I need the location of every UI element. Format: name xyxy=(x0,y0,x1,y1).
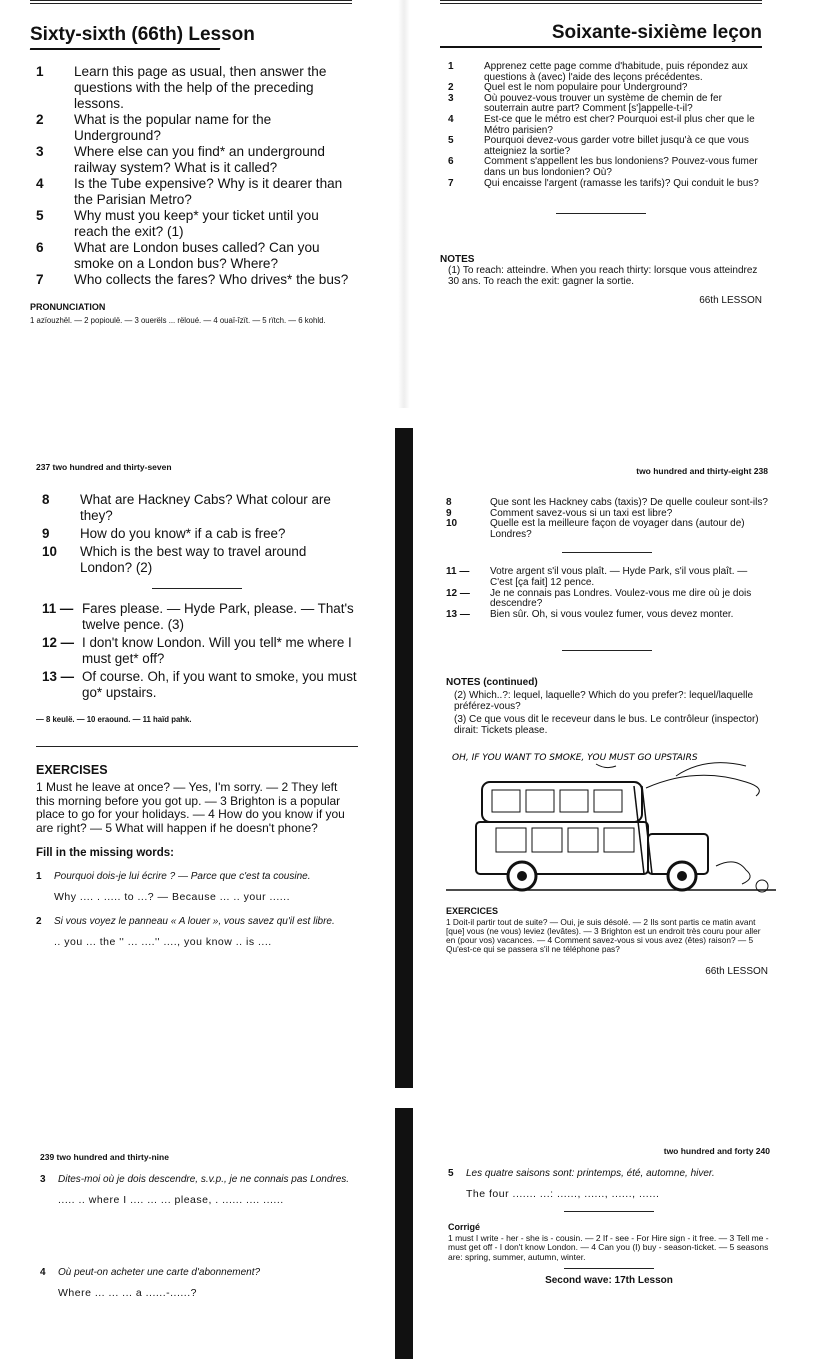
page-header: 237 two hundred and thirty-seven xyxy=(36,462,172,472)
fill-in-blank-sentence[interactable]: ..... .. where I .... ... ... please, . ...... .... ...... xyxy=(58,1194,284,1206)
page-240 xyxy=(448,1146,770,1286)
fill-in-prompt xyxy=(40,1267,362,1278)
dialog-item-fr xyxy=(446,610,768,621)
question-item-fr xyxy=(446,519,768,540)
question-item-number: 7 xyxy=(36,272,44,287)
cartoon-caption: OH, IF YOU WANT TO SMOKE, YOU MUST GO UPSTAIRS xyxy=(452,753,698,764)
fill-in-blank-sentence[interactable]: Why .... . ..... to ...? — Because ... .. your ...... xyxy=(54,891,290,903)
fill-in-number: 2 xyxy=(36,916,42,927)
question-item-fr-number: 2 xyxy=(448,82,454,94)
top-rule xyxy=(30,0,352,4)
dialog-item-text: Fares please. — Hyde Park, please. — That's twelve pence. (3) xyxy=(82,601,354,632)
question-item xyxy=(36,526,358,542)
question-item-text: Which is the best way to travel around London? (2) xyxy=(80,544,307,575)
question-item-fr xyxy=(440,115,762,136)
notes-list xyxy=(446,690,768,736)
lesson-footer: 66th LESSON xyxy=(699,295,762,307)
question-item-fr xyxy=(440,136,762,157)
separator xyxy=(152,588,242,589)
double-decker-bus-illustration xyxy=(446,746,776,896)
pronunciation-heading: PRONUNCIATION xyxy=(30,302,106,312)
question-item-number: 4 xyxy=(36,176,44,191)
question-item-fr-number: 8 xyxy=(446,497,452,508)
question-item-text: What are London buses called? Can you smoke on a London bus? Where? xyxy=(74,240,320,271)
notes-heading: NOTES (continued) xyxy=(446,677,538,689)
fill-in-french: Pourquoi dois-je lui écrire ? — Parce que c'est ta cousine. xyxy=(54,871,311,882)
pronunciation-text: — 8 keulë. — 10 eraound. — 11 haïd pahk. xyxy=(36,715,192,724)
question-item-text: What are Hackney Cabs? What colour are they? xyxy=(80,492,331,523)
question-item-fr-number: 10 xyxy=(446,518,458,530)
exercises-text-fr: 1 Doit-il partir tout de suite? — Oui, je suis désolé. — 2 Ils sont partis ce matin avant [que] vous (ne vous) leviez (levâtes). — 3 Brighton est un endroit très couru pour aller en (pour vos) vacances. — 4 Comment savez-vous si vous avez (êtes) raison? — 5 Qu'est-ce qui se passera s'il ne téléphone pas? xyxy=(446,917,761,955)
question-item-fr-text: Que sont les Hackney cabs (taxis)? De quelle couleur sont-ils? xyxy=(490,497,768,508)
dialog-item-fr-text: Bien sûr. Oh, si vous voulez fumer, vous devez monter. xyxy=(490,608,734,620)
dialog-item-text: Of course. Oh, if you want to smoke, you must go* upstairs. xyxy=(82,669,357,700)
question-item-number: 2 xyxy=(36,112,44,127)
fill-in-item xyxy=(40,1174,362,1207)
question-item xyxy=(30,144,352,176)
note-item: (2) Which..?: lequel, laquelle? Which do you prefer?: lequel/laquelle préférez-vous? xyxy=(454,690,754,713)
fill-in-item xyxy=(40,1267,362,1300)
question-item-fr-text: Comment s'appellent les bus londoniens? Pouvez-vous fumer dans un bus londonien? Où? xyxy=(484,156,758,178)
dialog-item-fr xyxy=(446,589,768,610)
separator xyxy=(562,552,652,553)
fill-in-french: Dites-moi où je dois descendre, s.v.p., je ne connais pas Londres. xyxy=(58,1174,350,1185)
title-underline xyxy=(440,46,762,48)
bus-cartoon xyxy=(446,746,776,896)
dialog-item xyxy=(36,669,358,701)
exercises-heading-fr: EXERCICES xyxy=(446,906,499,917)
page-238 xyxy=(446,466,768,977)
question-item-fr-number: 9 xyxy=(446,507,452,519)
notes-text: (1) To reach: atteindre. When you reach thirty: lorsque vous atteindrez 30 ans. To reach the exit: gagner la sortie. xyxy=(448,265,758,288)
dialog-item-fr-number: 12 — xyxy=(446,587,470,599)
question-list xyxy=(30,64,352,288)
question-item-fr xyxy=(446,498,768,509)
page-239 xyxy=(40,1152,362,1300)
question-item-fr xyxy=(440,94,762,115)
exercises-text: 1 Must he leave at once? — Yes, I'm sorry. — 2 They left this morning before you got up. — 3 Brighton is a popular place to go for your holidays. — 4 How do you know if you are right? — 5 What will happen if he doesn't phone? xyxy=(36,780,345,835)
exercises-heading: EXERCISES xyxy=(36,763,108,777)
page-237 xyxy=(36,462,358,949)
question-item-fr-number: 4 xyxy=(448,113,454,125)
question-item-fr-number: 5 xyxy=(448,135,454,147)
question-item xyxy=(30,272,352,288)
corrections-text: 1 must I write - her - she is - cousin. — 2 If - see - For Hire sign - it free. — 3 Tell me - must get off - I don't know London. — 4 Can you (I) buy - season-ticket. — 5 seasons are: spring, summer, autumn, winter. xyxy=(448,1233,769,1262)
question-item-number: 1 xyxy=(36,64,44,79)
question-item-fr xyxy=(440,62,762,83)
separator xyxy=(562,650,652,651)
fill-in-blank-sentence[interactable]: The four ....... ...: ......, ......, ......, ...... xyxy=(466,1188,660,1200)
separator xyxy=(564,1211,654,1212)
question-item xyxy=(36,544,358,576)
question-item-fr-number: 1 xyxy=(448,61,454,72)
separator xyxy=(556,213,646,214)
question-list xyxy=(36,492,358,576)
fill-in-item xyxy=(448,1168,770,1201)
fill-in-number: 1 xyxy=(36,871,42,882)
question-item-text: Where else can you find* an underground railway system? What is it called? xyxy=(74,144,325,175)
page-header: two hundred and forty 240 xyxy=(663,1146,770,1156)
fill-in-prompt xyxy=(448,1168,770,1179)
question-item-fr-number: 7 xyxy=(448,177,454,189)
dialog-item-text: I don't know London. Will you tell* me where I must get* off? xyxy=(82,635,352,666)
page-gutter xyxy=(395,428,413,1088)
question-item xyxy=(30,208,352,240)
fill-in-list xyxy=(448,1168,770,1201)
page-236-english xyxy=(30,0,352,325)
question-item-fr-text: Est-ce que le métro est cher? Pourquoi est-il plus cher que le Métro parisien? xyxy=(484,113,755,136)
dialog-item-fr xyxy=(446,567,768,588)
dialog-item-fr-number: 13 — xyxy=(446,608,470,620)
fill-in-list xyxy=(40,1174,362,1300)
fill-in-number: 5 xyxy=(448,1168,454,1179)
question-item-text: Why must you keep* your ticket until you reach the exit? (1) xyxy=(74,208,319,239)
dialog-list xyxy=(36,601,358,701)
question-list-fr xyxy=(446,498,768,540)
question-item-fr-text: Où pouvez-vous trouver un système de chemin de fer souterrain autre part? Comment [s']appelle-t-il? xyxy=(484,92,722,115)
fill-in-item xyxy=(36,871,358,904)
question-item-fr-text: Quel est le nom populaire pour Underground? xyxy=(484,82,688,94)
dialog-list-fr xyxy=(446,567,768,620)
page-header: 239 two hundred and thirty-nine xyxy=(40,1152,169,1162)
page-236-french xyxy=(440,0,762,306)
question-list-fr xyxy=(440,62,762,189)
page-header: two hundred and thirty-eight 238 xyxy=(636,466,768,476)
fill-in-number: 3 xyxy=(40,1174,46,1185)
page-gutter xyxy=(395,1108,413,1359)
fill-in-blank-sentence[interactable]: .. you ... the '' ... ....'' ...., you know .. is .... xyxy=(54,936,272,948)
question-item xyxy=(30,112,352,144)
rule xyxy=(36,746,358,747)
fill-in-item xyxy=(36,916,358,949)
lesson-title: Sixty-sixth (66th) Lesson xyxy=(30,24,255,45)
lesson-footer: 66th LESSON xyxy=(705,966,768,978)
separator xyxy=(564,1268,654,1269)
fill-in-french: Où peut-on acheter une carte d'abonnement? xyxy=(58,1267,261,1278)
question-item-fr-number: 3 xyxy=(448,92,454,104)
question-item-number: 10 xyxy=(42,544,57,559)
question-item-fr-text: Qui encaisse l'argent (ramasse les tarifs)? Qui conduit le bus? xyxy=(484,177,759,189)
corrections-heading: Corrigé xyxy=(448,1222,481,1232)
fill-in-blank-sentence[interactable]: Where ... ... ... a ......-......? xyxy=(58,1287,197,1299)
question-item-number: 8 xyxy=(42,492,50,507)
note-item: (3) Ce que vous dit le receveur dans le bus. Le contrôleur (inspector) dirait: Tickets please. xyxy=(454,714,759,737)
dialog-item xyxy=(36,635,358,667)
question-item-fr-text: Comment savez-vous si un taxi est libre? xyxy=(490,507,673,519)
question-item-text: Who collects the fares? Who drives* the bus? xyxy=(74,272,349,287)
page-gutter xyxy=(398,0,410,408)
question-item-number: 5 xyxy=(36,208,44,223)
top-rule xyxy=(440,0,762,4)
question-item-fr xyxy=(440,157,762,178)
fill-in-heading: Fill in the missing words: xyxy=(36,847,175,859)
question-item xyxy=(30,240,352,272)
fill-in-prompt xyxy=(40,1174,362,1185)
question-item-number: 3 xyxy=(36,144,44,159)
dialog-item-number: 11 — xyxy=(42,601,74,616)
dialog-item-number: 13 — xyxy=(42,669,75,684)
fill-in-french: Si vous voyez le panneau « A louer », vous savez qu'il est libre. xyxy=(54,916,335,927)
title-underline xyxy=(30,48,220,50)
lesson-title-fr: Soixante-sixième leçon xyxy=(551,22,762,43)
fill-in-prompt xyxy=(36,871,358,882)
question-item-text: Is the Tube expensive? Why is it dearer than the Parisian Metro? xyxy=(74,176,343,207)
question-item-fr-text: Quelle est la meilleure façon de voyager dans (autour de) Londres? xyxy=(490,518,745,540)
question-item-number: 6 xyxy=(36,240,44,255)
fill-in-french: Les quatre saisons sont: printemps, été, automne, hiver. xyxy=(466,1168,715,1179)
dialog-item-fr-text: Votre argent s'il vous plaît. — Hyde Park, s'il vous plaît. — C'est [ça fait] 12 pence. xyxy=(490,566,748,588)
question-item-text: Learn this page as usual, then answer the questions with the help of the preceding lessons. xyxy=(74,64,327,111)
pronunciation-text: 1 azïouzhël. — 2 popioulë. — 3 ouerëls ... rëloué. — 4 ouaï-îzït. — 5 rïtch. — 6 kohld. xyxy=(30,316,326,325)
dialog-item-fr-number: 11 — xyxy=(446,566,470,578)
fill-in-prompt xyxy=(36,916,358,927)
dialog-item xyxy=(36,601,358,633)
fill-in-list xyxy=(36,871,358,949)
question-item-fr-number: 6 xyxy=(448,156,454,168)
question-item-number: 9 xyxy=(42,526,50,541)
question-item xyxy=(30,176,352,208)
question-item-text: What is the popular name for the Underground? xyxy=(74,112,272,143)
dialog-item-fr-text: Je ne connais pas Londres. Voulez-vous me dire où je dois descendre? xyxy=(490,587,752,610)
question-item-text: How do you know* if a cab is free? xyxy=(80,526,286,541)
fill-in-number: 4 xyxy=(40,1267,46,1278)
question-item xyxy=(36,492,358,524)
question-item-fr xyxy=(440,179,762,190)
question-item-fr-text: Pourquoi devez-vous garder votre billet jusqu'à ce que vous atteigniez la sortie? xyxy=(484,135,749,157)
dialog-item-number: 12 — xyxy=(42,635,75,650)
notes-heading: NOTES xyxy=(440,254,475,266)
question-item-fr-text: Apprenez cette page comme d'habitude, puis répondez aux questions à (avec) l'aide des leçons précédentes. xyxy=(484,61,748,83)
question-item xyxy=(30,64,352,112)
second-wave-note: Second wave: 17th Lesson xyxy=(545,1275,673,1287)
